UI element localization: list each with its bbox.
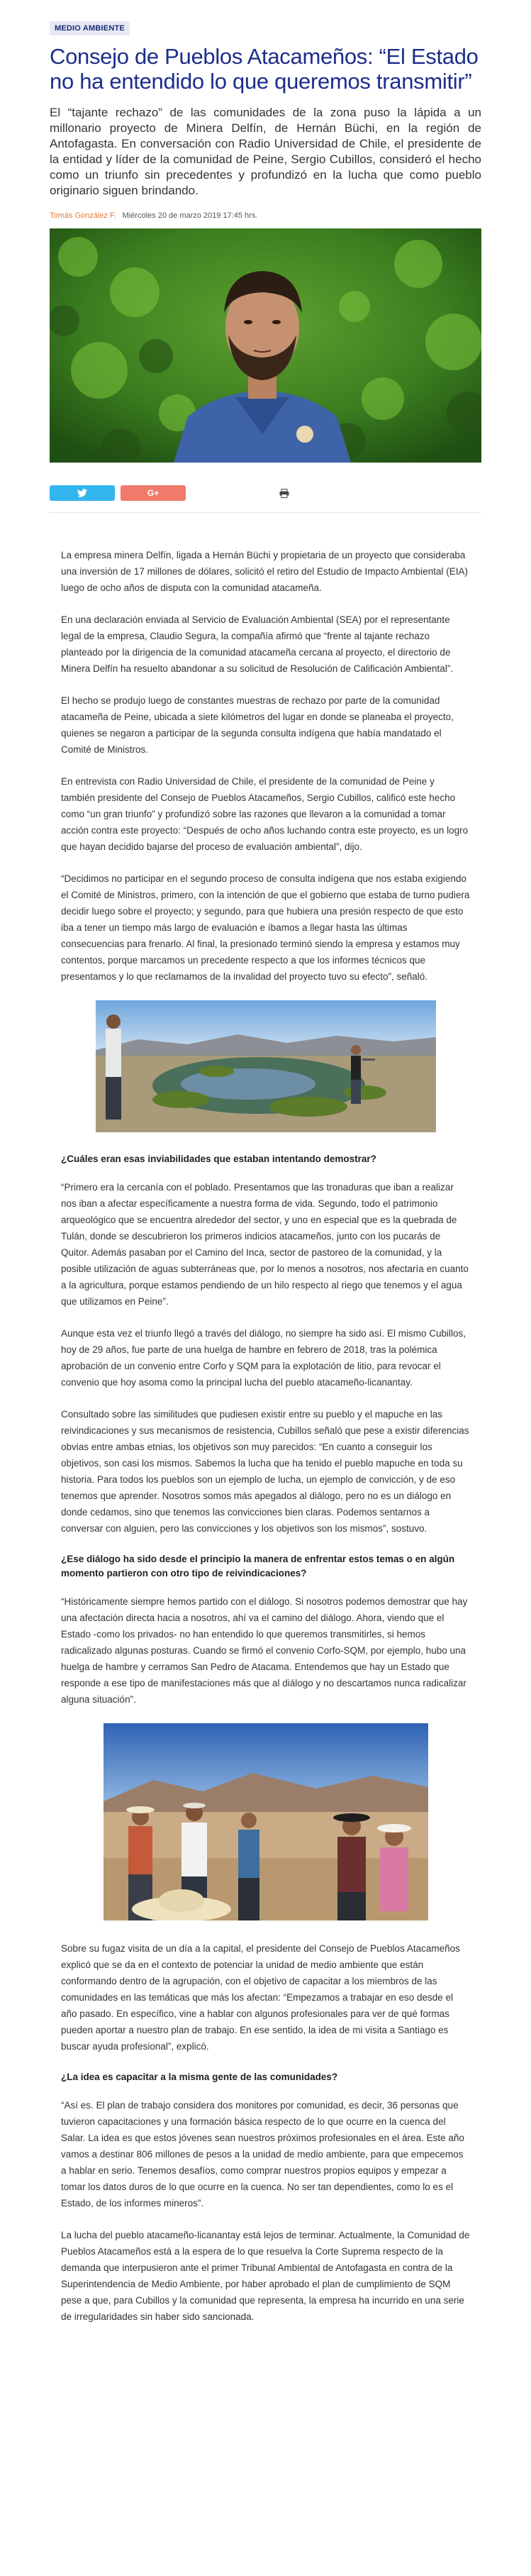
gplus-share-button[interactable]: [121, 485, 186, 501]
article-lead: El “tajante rechazo” de las comunidades de la zona puso la lápida a un millonario proyecto de Minera Delfín, de Hernán Büchi, en la región de Antofagasta. En conversación con Radio Universidad de Chile, el presidente de la entidad y líder de la comunidad de Peine, Sergio Cubillos, consideró el hecho como un triunfo sin precedentes y profundizó en la lucha que como pueblo originario siguen brindando.: [50, 106, 481, 197]
desert-group-photo-illustration: [104, 1723, 428, 1920]
article-body: [50, 513, 481, 2325]
share-bar: [50, 485, 481, 513]
gplus-icon: G+: [147, 488, 160, 498]
wetland-photo-illustration: [96, 1000, 436, 1132]
paragraph: El hecho se produjo luego de constantes muestras de rechazo por parte de la comunidad atacameña de Peine, ubicada a siete kilómetros del lugar en donde se planeaba el proyecto, quienes se negaron a participar de la segunda consulta indígena que había mandatado el Comité de Ministros.: [61, 695, 454, 755]
twitter-share-button[interactable]: [50, 485, 115, 501]
print-button[interactable]: [275, 485, 294, 501]
paragraph: Aunque esta vez el triunfo llegó a través del diálogo, no siempre ha sido así. El mismo Cubillos, hoy de 29 años, fue parte de una huelga de hambre en febrero de 2018, tras la polémica aprobación de un convenio entre Corfo y SQM para la explotación de litio, para revocar el convenio que hoy asoma como la principal lucha del pueblo atacameño-licanantay.: [61, 1328, 466, 1388]
twitter-icon: [77, 489, 87, 497]
interview-question: ¿Cuáles eran esas inviabilidades que estaban intentando demostrar?: [61, 1154, 376, 1164]
hero-photo: [50, 228, 481, 463]
hero-photo-illustration: [50, 228, 481, 463]
desert-group-photo: [61, 1723, 470, 1920]
paragraph: En entrevista con Radio Universidad de Chile, el presidente de la comunidad de Peine y también presidente del Consejo de Pueblos Atacameños, Sergio Cubillos, calificó este hecho como “un gran triunfo” y profundizó sobre las razones que llevaron a la comunidad a tomar acción contra este proyecto: “Después de ocho años luchando contra este proyecto, es un logro que hayan decidido bajarse del proceso de evaluación ambiental”, dijo.: [61, 776, 469, 852]
paragraph: La lucha del pueblo atacameño-licanantay está lejos de terminar. Actualmente, la Comunidad de Pueblos Atacameños está a la espera de lo que resuelva la Corte Suprema respecto de la demanda que interpusieron ante el primer Tribunal Ambiental de Antofagasta en contra de la Superintendencia de Medio Ambiente, por haber aprobado el plan de cumplimiento de SQM pese a que, para Cubillos y la comunidad que representa, la empresa ha incurrido en una serie de irregularidades sin haber sido sancionada.: [61, 2230, 470, 2322]
article-headline: Consejo de Pueblos Atacameños: “El Estado no ha entendido lo que queremos transmitir”: [50, 44, 479, 94]
byline: [50, 211, 481, 220]
interview-question: ¿Ese diálogo ha sido desde el principio la manera de enfrentar estos temas o en algún momento partieron con otro tipo de reivindicaciones?: [61, 1554, 455, 1579]
category-tag[interactable]: MEDIO AMBIENTE: [50, 21, 130, 35]
paragraph: Consultado sobre las similitudes que pudiesen existir entre su pueblo y el mapuche en las reivindicaciones y sus mecanismos de resistencia, Cubillos señaló que pese a existir diferencias obvias entre ambas etnias, los objetivos son muy parecidos: “En cuanto a conseguir los objetivos, son casi los mismos. Sabemos la lucha que ha tenido el pueblo mapuche en toda su historia. Para todos los pueblos son un ejemplo de lucha, un ejemplo de convicción, y de eso tenemos que aprender. Nosotros somos más apegados al diálogo, pero no es un diálogo en donde cedamos, sino que tenemos las convicciones bien claras. Podemos sentarnos a conversar con alguien, pero las convicciones y los objetivos son los mismos”, sostuvo.: [61, 1409, 469, 1534]
author-link[interactable]: Tomás González F.: [50, 211, 116, 220]
paragraph: La empresa minera Delfín, ligada a Hernán Büchi y propietaria de un proyecto que consideraba una inversión de 17 millones de dólares, solicitó el retiro del Estudio de Impacto Ambiental (EIA) luego de ocho años de disputa con la comunidad atacameña.: [61, 550, 469, 593]
paragraph: “Históricamente siempre hemos partido con el diálogo. Si nosotros podemos demostrar que hay una afectación directa hacia a nosotros, ahí va el camino del diálogo. Ahora, viendo que el Estado -como los privados- no han entendido lo que queremos transmitirles, si hemos radicalizado algunas posturas. Cuando se firmó el convenio Corfo-SQM, por ejemplo, hubo una huelga de hambre y cerramos San Pedro de Atacama. Entendemos que hay un Estado que responde a ese tipo de manifestaciones más que al diálogo y no descartamos nunca radicalizar alguna situación”.: [61, 1596, 468, 1705]
printer-icon: [279, 489, 289, 498]
paragraph: “Decidimos no participar en el segundo proceso de consulta indígena que nos estaba exigiendo el Comité de Ministros, primero, con la intención de que el gobierno que estaba de turno pudiera decidir luego sobre el proyecto; y segundo, para que hubiera una presión respecto de que esto iba a tener un tiempo más largo de evaluación e íbamos a llegar hasta las últimas consecuencias para frenarlo. Al final, la presionado terminó siendo la empresa y estamos muy contentos, porque marcamos un precedente respecto a que los informes técnicos que presentamos y lo que reclamamos de la invalidad del proyecto tuvo su efecto”, señaló.: [61, 873, 470, 982]
paragraph: “Primero era la cercanía con el poblado. Presentamos que las tronaduras que iban a realizar nos iban a afectar específicamente a nuestra forma de vida. Segundo, todo el patrimonio arqueológico que se encuentra alrededor del sector, y uno en especial que es la quebrada de Tulán, donde se descubrieron los primeros indicios atacameños, junto con los pucarás de Quitor. Además pasaban por el Camino del Inca, sector de pastoreo de la comunidad, y la posible utilización de aguas subterráneas que, por lo menos a nosotros, nos afectaría en cuanto a la agricultura, porque estamos pendiendo de un hilo respecto al riego que tenemos y el agua que utilizamos en Peine”.: [61, 1182, 469, 1307]
wetland-photo: [61, 1000, 470, 1132]
publish-date: Miércoles 20 de marzo 2019 17:45 hrs.: [122, 211, 258, 220]
interview-question: ¿La idea es capacitar a la misma gente de las comunidades?: [61, 2072, 338, 2082]
paragraph: En una declaración enviada al Servicio de Evaluación Ambiental (SEA) por el representante legal de la empresa, Claudio Segura, la compañía afirmó que “frente al tajante rechazo planteado por la dirigencia de la comunidad atacameña cercana al proyecto, el directorio de Minera Delfín ha resuelto abandonar a su solicitud de Resolución de Calificación Ambiental”.: [61, 614, 454, 674]
paragraph: “Así es. El plan de trabajo considera dos monitores por comunidad, es decir, 36 personas que tuvieron capacitaciones y una formación básica respecto de lo que ocurre en la cuenca del Salar. La idea es que estos jóvenes sean nuestros próximos profesionales en el área. Este año vamos a destinar 806 millones de pesos a la unidad de medio ambiente, para que empecemos a hablar en serio. Tenemos desafíos, como comprar nuestros propios equipos y empezar a tomar los datos duros de lo que ocurre en la cuenca. No ser tan dependientes, como lo es el Estado, de los informes mineros”.: [61, 2100, 464, 2209]
paragraph: Sobre su fugaz visita de un día a la capital, el presidente del Consejo de Pueblos Atacameños explicó que se da en el contexto de potenciar la unidad de medio ambiente que están conformando dentro de la agrupación, con el objetivo de capacitar a los miembros de las comunidades en las temáticas que más los afectan: “Empezamos a trabajar en eso desde el año pasado. En específico, vine a hablar con algunos profesionales para ver de qué formas pueden aportar a nuestro plan de trabajo. En ese sentido, la idea de mi visita a Santiago es buscar ayuda profesional”, explicó.: [61, 1943, 460, 2052]
